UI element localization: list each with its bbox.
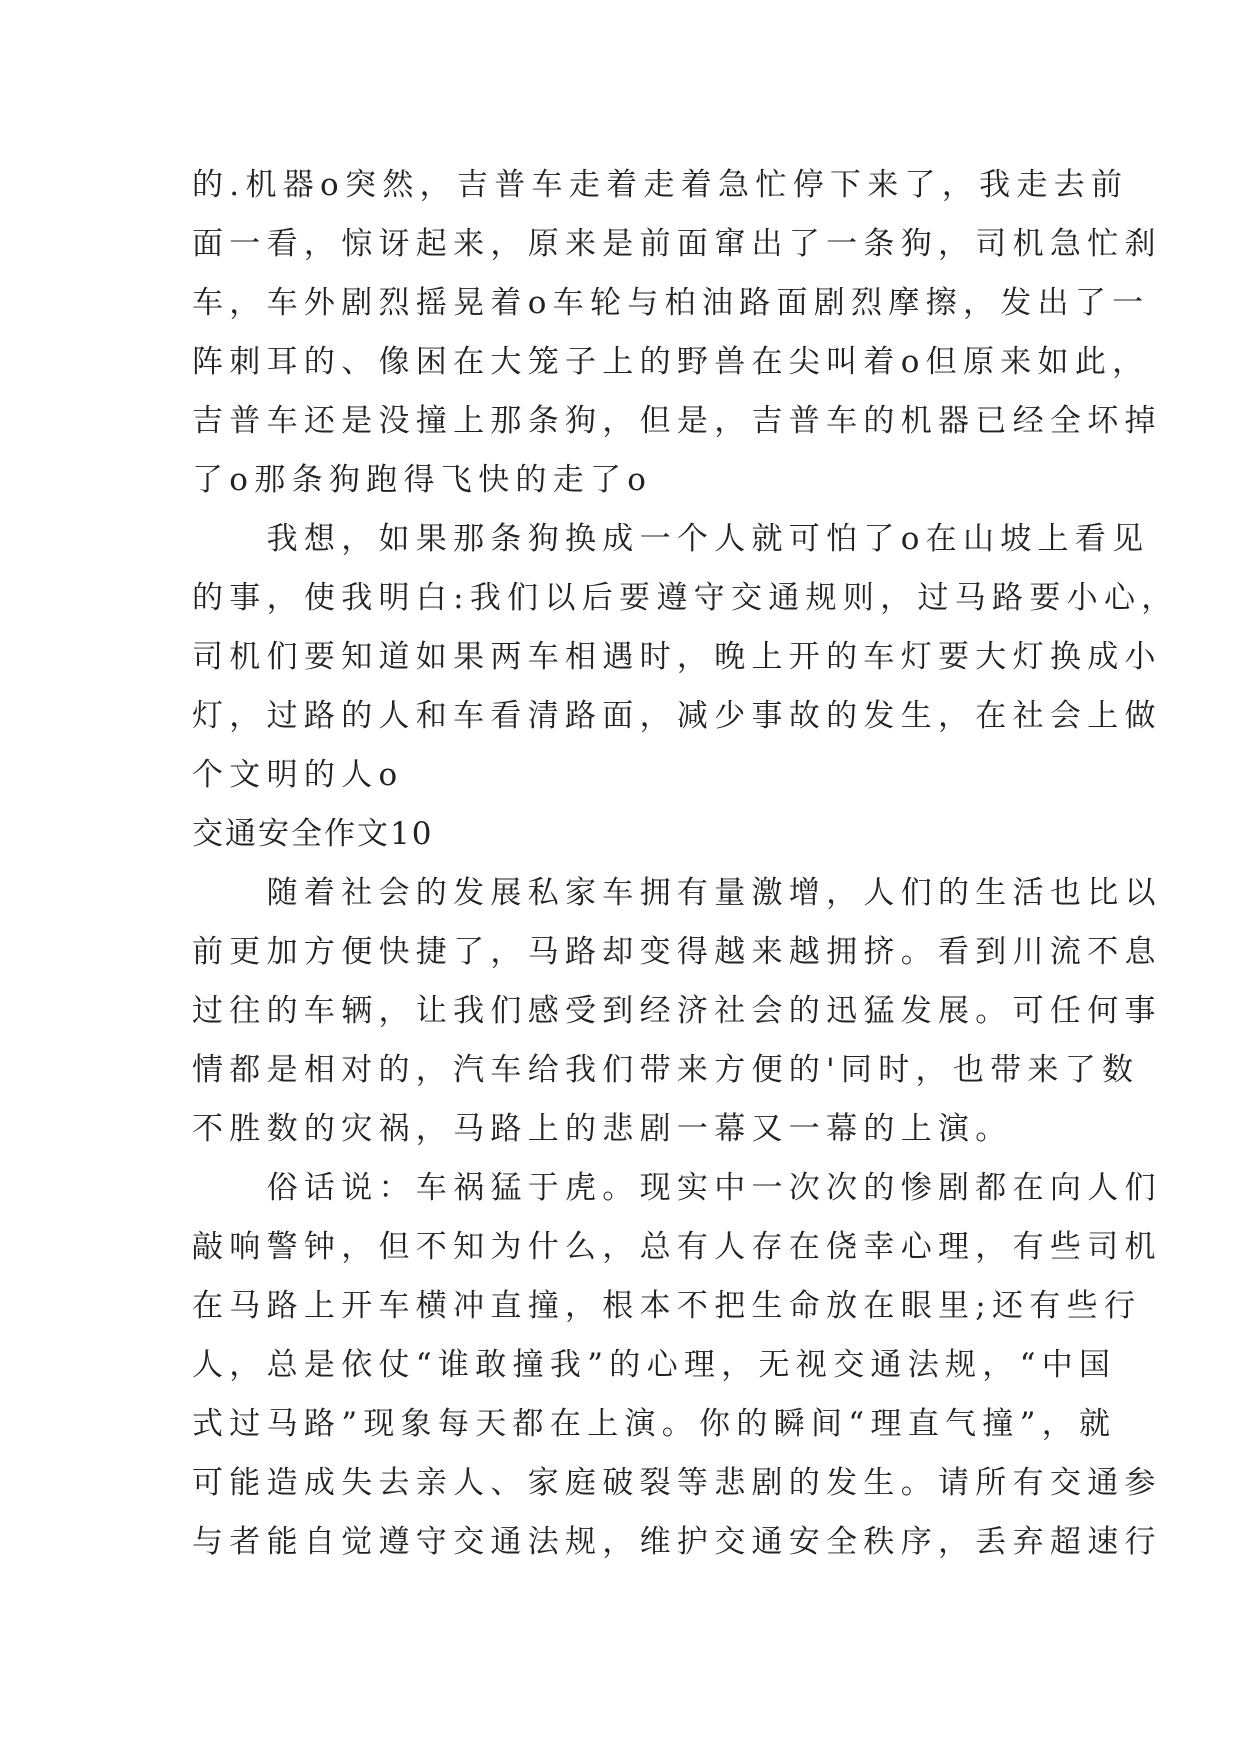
section-heading: 交通安全作文10 bbox=[192, 816, 434, 852]
text-line: 阵刺耳的、像困在大笼子上的野兽在尖叫着o但原来如此， bbox=[192, 344, 1150, 380]
text-line: 我想，如果那条狗换成一个人就可怕了o在山坡上看见 bbox=[192, 521, 1150, 557]
text-line: 可能造成失去亲人、家庭破裂等悲剧的发生。请所有交通参 bbox=[192, 1465, 1162, 1501]
text-line: 随着社会的发展私家车拥有量激增，人们的生活也比以 bbox=[192, 875, 1162, 911]
text-line: 灯，过路的人和车看清路面，减少事故的发生，在社会上做 bbox=[192, 698, 1162, 734]
text-line: 人，总是依仗“谁敢撞我”的心理，无视交通法规，“中国 bbox=[192, 1347, 1117, 1383]
text-line: 司机们要知道如果两车相遇时，晚上开的车灯要大灯换成小 bbox=[192, 639, 1162, 675]
text-line: 吉普车还是没撞上那条狗，但是，吉普车的机器已经全坏掉 bbox=[192, 403, 1162, 439]
text-line: 面一看，惊讶起来，原来是前面窜出了一条狗，司机急忙刹 bbox=[192, 226, 1162, 262]
text-line: 前更加方便快捷了，马路却变得越来越拥挤。看到川流不息 bbox=[192, 934, 1162, 970]
document-body bbox=[192, 156, 1179, 1572]
text-line: 车，车外剧烈摇晃着o车轮与柏油路面剧烈摩擦，发出了一 bbox=[192, 285, 1150, 321]
text-line: 的.机器o突然，吉普车走着走着急忙停下来了，我走去前 bbox=[192, 167, 1129, 203]
text-line: 个文明的人o bbox=[192, 757, 404, 793]
text-line: 俗话说：车祸猛于虎。现实中一次次的惨剧都在向人们 bbox=[192, 1170, 1162, 1206]
text-line: 了o那条狗跑得飞快的走了o bbox=[192, 462, 653, 498]
text-line: 过往的车辆，让我们感受到经济社会的迅猛发展。可任何事 bbox=[192, 993, 1162, 1029]
text-line: 的事，使我明白:我们以后要遵守交通规则，过马路要小心， bbox=[192, 580, 1179, 616]
text-line: 敲响警钟，但不知为什么，总有人存在侥幸心理，有些司机 bbox=[192, 1229, 1162, 1265]
text-line: 情都是相对的，汽车给我们带来方便的'同时，也带来了数 bbox=[192, 1052, 1140, 1088]
text-line: 不胜数的灾祸，马路上的悲剧一幕又一幕的上演。 bbox=[192, 1111, 1013, 1147]
text-line: 式过马路”现象每天都在上演。你的瞬间“理直气撞”，就 bbox=[192, 1406, 1117, 1442]
text-line: 与者能自觉遵守交通法规，维护交通安全秩序，丢弃超速行 bbox=[192, 1524, 1162, 1560]
text-line: 在马路上开车横冲直撞，根本不把生命放在眼里;还有些行 bbox=[192, 1288, 1142, 1324]
